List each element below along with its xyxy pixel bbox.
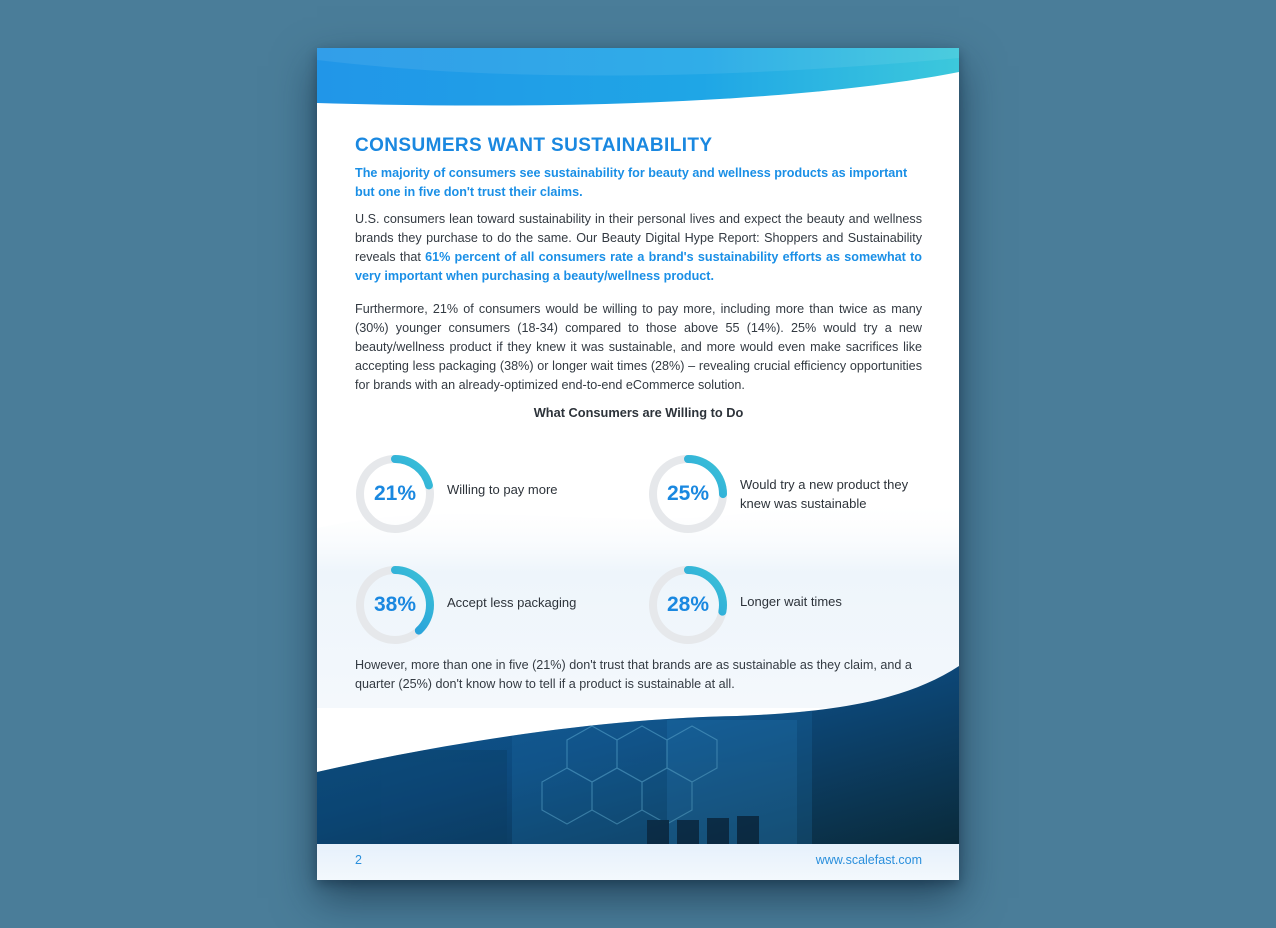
closing-paragraph: However, more than one in five (21%) don't trust that brands are as sustainable as they claim, and a quarter (25%) don't know how to tell if a product is sustainable at all. — [355, 658, 912, 691]
stat-value: 25% — [666, 482, 710, 505]
intro-text: U.S. consumers lean toward sustainability in their personal lives and expect the beauty and wellness brands they purchase to do the same. Our Beauty Digital Hype Report: Shoppers and Sustainability reveals that — [355, 212, 922, 264]
stat-label: Willing to pay more — [447, 482, 558, 497]
website-link[interactable]: www.scalefast.com — [815, 853, 922, 867]
header-wave-decoration — [317, 48, 959, 118]
document-page — [317, 48, 959, 880]
stat-value: 28% — [666, 593, 710, 616]
stat-label: Longer wait times — [740, 594, 842, 609]
subtitle: The majority of consumers see sustainability for beauty and wellness products as important but one in five don't trust their claims. — [355, 166, 908, 199]
article-body — [355, 134, 922, 422]
page-number: 2 — [355, 853, 362, 867]
stat-longer-wait — [648, 565, 908, 649]
intro-highlight: 61% percent of all consumers rate a brand's sustainability efforts as somewhat to very important when purchasing a beauty/wellness product. — [355, 250, 922, 283]
stat-label: Would try a new product they knew was sustainable — [740, 477, 909, 511]
stat-less-packaging — [355, 565, 615, 649]
stat-label: Accept less packaging — [447, 595, 577, 610]
intro-paragraph — [355, 210, 922, 286]
stat-pay-more — [355, 454, 615, 538]
stat-try-new-product — [648, 454, 908, 538]
detail-paragraph: Furthermore, 21% of consumers would be willing to pay more, including more than twice as many (30%) younger consumers (18-34) compared to those above 55 (14%). 25% would try a new beauty/wellness product if they knew it was sustainable, and more would even make sacrifices like accepting less packaging (38%) or longer wait times (28%) – revealing crucial efficiency opportunities for brands with an already-optimized end-to-end eCommerce solution. — [355, 302, 922, 392]
stat-value: 21% — [373, 482, 417, 505]
page-title: CONSUMERS WANT SUSTAINABILITY — [355, 135, 713, 156]
stats-section-title: What Consumers are Willing to Do — [533, 405, 744, 420]
page-footer — [317, 844, 959, 880]
stat-value: 38% — [373, 593, 417, 616]
